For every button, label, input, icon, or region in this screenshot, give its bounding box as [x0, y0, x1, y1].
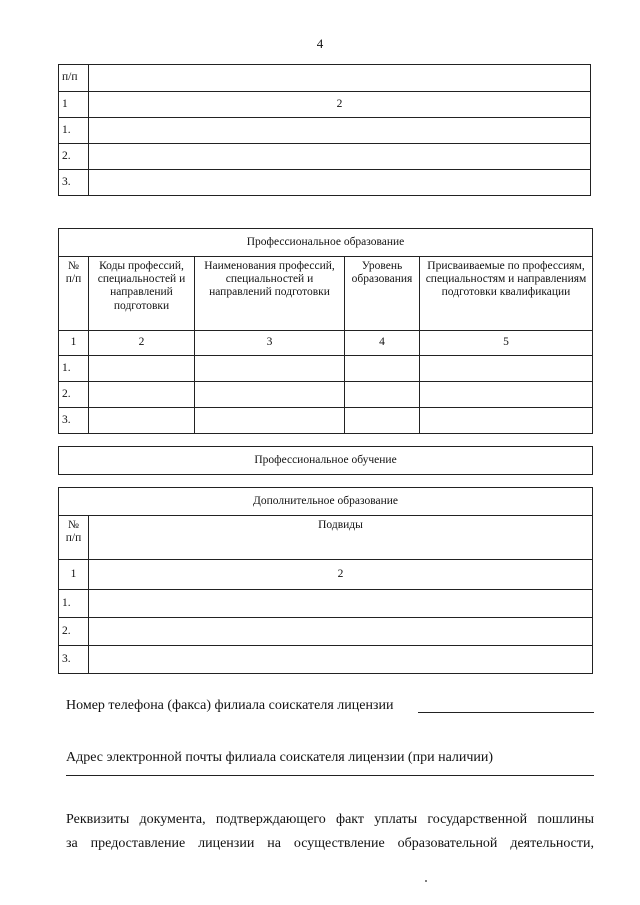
table-row — [59, 646, 593, 674]
column-number-cell: 4 — [345, 331, 420, 356]
requisites-line-1: Реквизиты документа, подтверждающего факт уплаты государственной пошлины — [66, 812, 594, 827]
table-professional-education — [58, 228, 593, 434]
table-row — [59, 144, 591, 170]
table-1 — [58, 64, 591, 196]
row-number-cell: 2. — [59, 382, 89, 408]
empty-cell[interactable] — [89, 590, 593, 618]
empty-cell[interactable] — [89, 356, 195, 382]
header-cell — [89, 65, 591, 92]
header-subtypes: Подвиды — [89, 516, 593, 560]
table-row — [59, 560, 593, 590]
empty-cell[interactable] — [195, 408, 345, 434]
row-number-cell: 1. — [59, 590, 89, 618]
header-number-cell: п/п — [59, 65, 89, 92]
column-number-cell: 2 — [89, 331, 195, 356]
page-number: 4 — [316, 36, 324, 51]
empty-cell[interactable] — [420, 356, 593, 382]
column-number-cell: 3 — [195, 331, 345, 356]
table-row — [59, 447, 593, 475]
column-number-cell: 5 — [420, 331, 593, 356]
empty-cell[interactable] — [420, 408, 593, 434]
empty-cell[interactable] — [195, 382, 345, 408]
email-label: Адрес электронной почты филиала соискателя лицензии (при наличии) — [66, 750, 494, 765]
table-additional-education — [58, 487, 593, 674]
empty-cell[interactable] — [420, 382, 593, 408]
header-codes: Коды профессий, специальностей и направлений подготовки — [89, 257, 195, 331]
requisites-line-2: за предоставление лицензии на осуществление образовательной деятельности, — [66, 836, 594, 851]
empty-cell[interactable] — [89, 144, 591, 170]
table-row — [59, 356, 593, 382]
table-row — [59, 408, 593, 434]
header-qualifications: Присваиваемые по профессиям, специальностям и направлениям подготовки квалификации — [420, 257, 593, 331]
table-row — [59, 590, 593, 618]
column-number-cell: 1 — [59, 560, 89, 590]
column-number-cell: 1 — [59, 92, 89, 118]
empty-cell[interactable] — [195, 356, 345, 382]
email-field-line[interactable] — [66, 775, 594, 776]
table-row — [59, 331, 593, 356]
empty-cell[interactable] — [89, 408, 195, 434]
empty-cell[interactable] — [89, 618, 593, 646]
row-number-cell: 1. — [59, 118, 89, 144]
row-number-cell: 2. — [59, 618, 89, 646]
header-number: № п/п — [59, 257, 89, 331]
row-number-cell: 3. — [59, 170, 89, 196]
empty-cell[interactable] — [345, 356, 420, 382]
header-level: Уровень образования — [345, 257, 420, 331]
row-number-cell: 2. — [59, 144, 89, 170]
table-row — [59, 382, 593, 408]
table-title: Профессиональное образование — [59, 229, 593, 257]
table-row — [59, 516, 593, 560]
table-row — [59, 65, 591, 92]
table-row — [59, 170, 591, 196]
table-row — [59, 257, 593, 331]
empty-cell[interactable] — [89, 382, 195, 408]
table-title: Дополнительное образование — [59, 488, 593, 516]
empty-cell[interactable] — [89, 170, 591, 196]
row-number-cell: 1. — [59, 356, 89, 382]
header-number: № п/п — [59, 516, 89, 560]
column-number-cell: 2 — [89, 560, 593, 590]
table-title: Профессиональное обучение — [59, 447, 593, 475]
table-row — [59, 618, 593, 646]
empty-cell[interactable] — [345, 382, 420, 408]
table-row — [59, 92, 591, 118]
table-row — [59, 229, 593, 257]
phone-label: Номер телефона (факса) филиала соискателя лицензии — [66, 698, 394, 713]
table-row — [59, 488, 593, 516]
column-number-cell: 2 — [89, 92, 591, 118]
empty-cell[interactable] — [345, 408, 420, 434]
table-row — [59, 118, 591, 144]
column-number-cell: 1 — [59, 331, 89, 356]
empty-cell[interactable] — [89, 118, 591, 144]
table-professional-training — [58, 446, 593, 475]
row-number-cell: 3. — [59, 408, 89, 434]
phone-field-line[interactable] — [418, 712, 594, 713]
scan-dot — [425, 880, 427, 882]
header-names: Наименования профессий, специальностей и направлений подготовки — [195, 257, 345, 331]
row-number-cell: 3. — [59, 646, 89, 674]
empty-cell[interactable] — [89, 646, 593, 674]
